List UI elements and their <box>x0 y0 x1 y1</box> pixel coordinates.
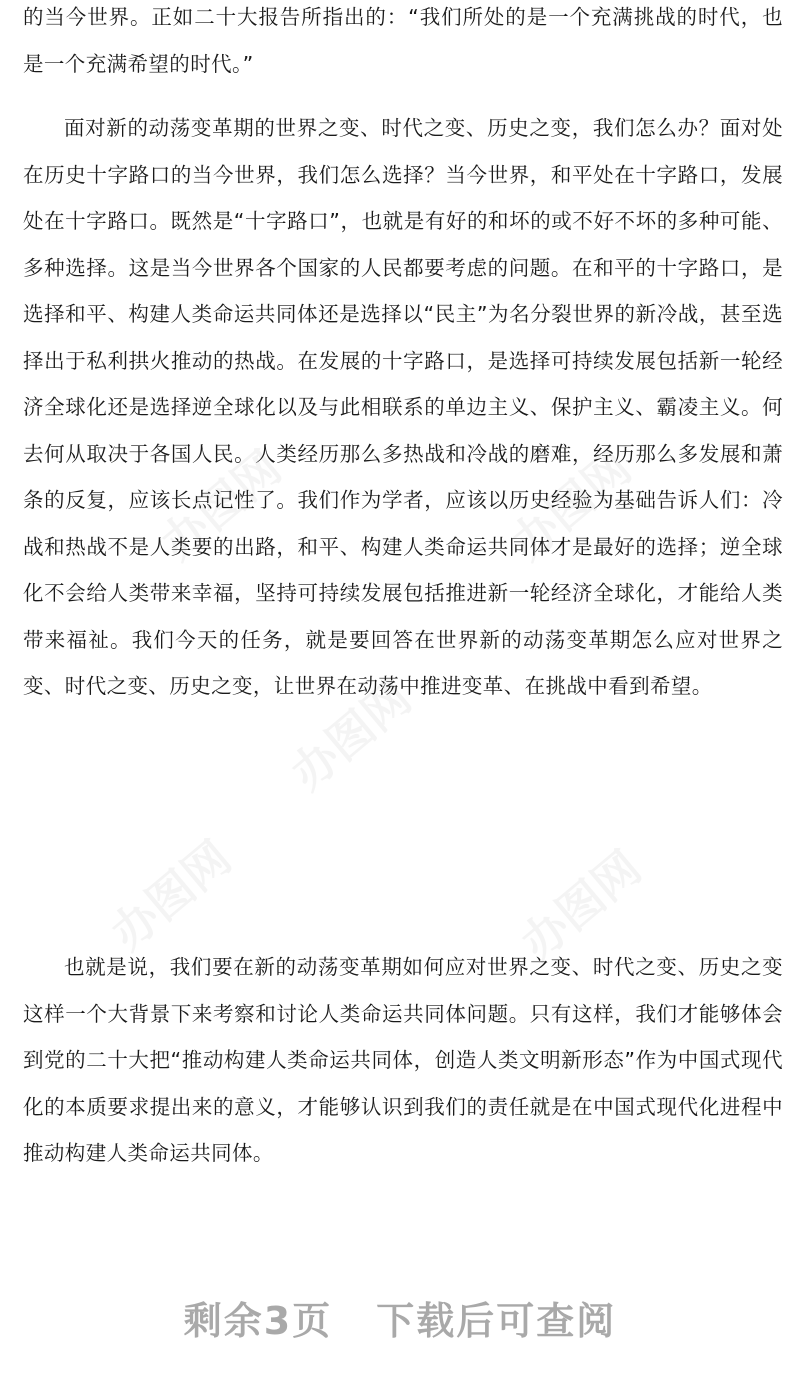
paragraph-continued: 的当今世界。正如二十大报告所指出的：“我们所处的是一个充满挑战的时代，也是一个充满希望的时代。” <box>23 5 783 76</box>
download-prompt-banner[interactable] <box>0 1290 800 1345</box>
watermark <box>95 823 243 962</box>
remaining-pages-label: 剩余3页 <box>183 1299 333 1343</box>
paragraph: 也就是说，我们要在新的动荡变革期如何应对世界之变、时代之变、历史之变这样一个大背景下来考察和讨论人类命运共同体问题。只有这样，我们才能够体会到党的二十大把“推动构建人类命运共同体，创造人类文明新形态”作为中国式现代化的本质要求提出来的意义，才能够认识到我们的责任就是在中国式现代化进程中推动构建人类命运共同体。 <box>23 955 783 1165</box>
paragraph: 面对新的动荡变革期的世界之变、时代之变、历史之变，我们怎么办？面对处在历史十字路口的当今世界，我们怎么选择？当今世界，和平处在十字路口，发展处在十字路口。既然是“十字路口”，也就是有好的和坏的或不好不坏的多种可能、多种选择。这是当今世界各个国家的人民都要考虑的问题。在和平的十字路口，是选择和平、构建人类命运共同体还是选择以“民主”为名分裂世界的新冷战，甚至选择出于私利拱火推动的热战。在发展的十字路口，是选择可持续发展包括新一轮经济全球化还是选择逆全球化以及与此相联系的单边主义、保护主义、霸凌主义。何去何从取决于各国人民。人类经历那么多热战和冷战的磨难，经历那么多发展和萧条的反复，应该长点记性了。我们作为学者，应该以历史经验为基础告诉人们：冷战和热战不是人类要的出路，和平、构建人类命运共同体才是最好的选择；逆全球化不会给人类带来幸福，坚持可持续发展包括推进新一轮经济全球化，才能给人类带来福祉。我们今天的任务，就是要回答在世界新的动荡变革期怎么应对世界之变、时代之变、历史之变，让世界在动荡中推进变革、在挑战中看到希望。 <box>23 116 783 698</box>
download-to-view-label: 下载后可查阅 <box>376 1299 617 1343</box>
